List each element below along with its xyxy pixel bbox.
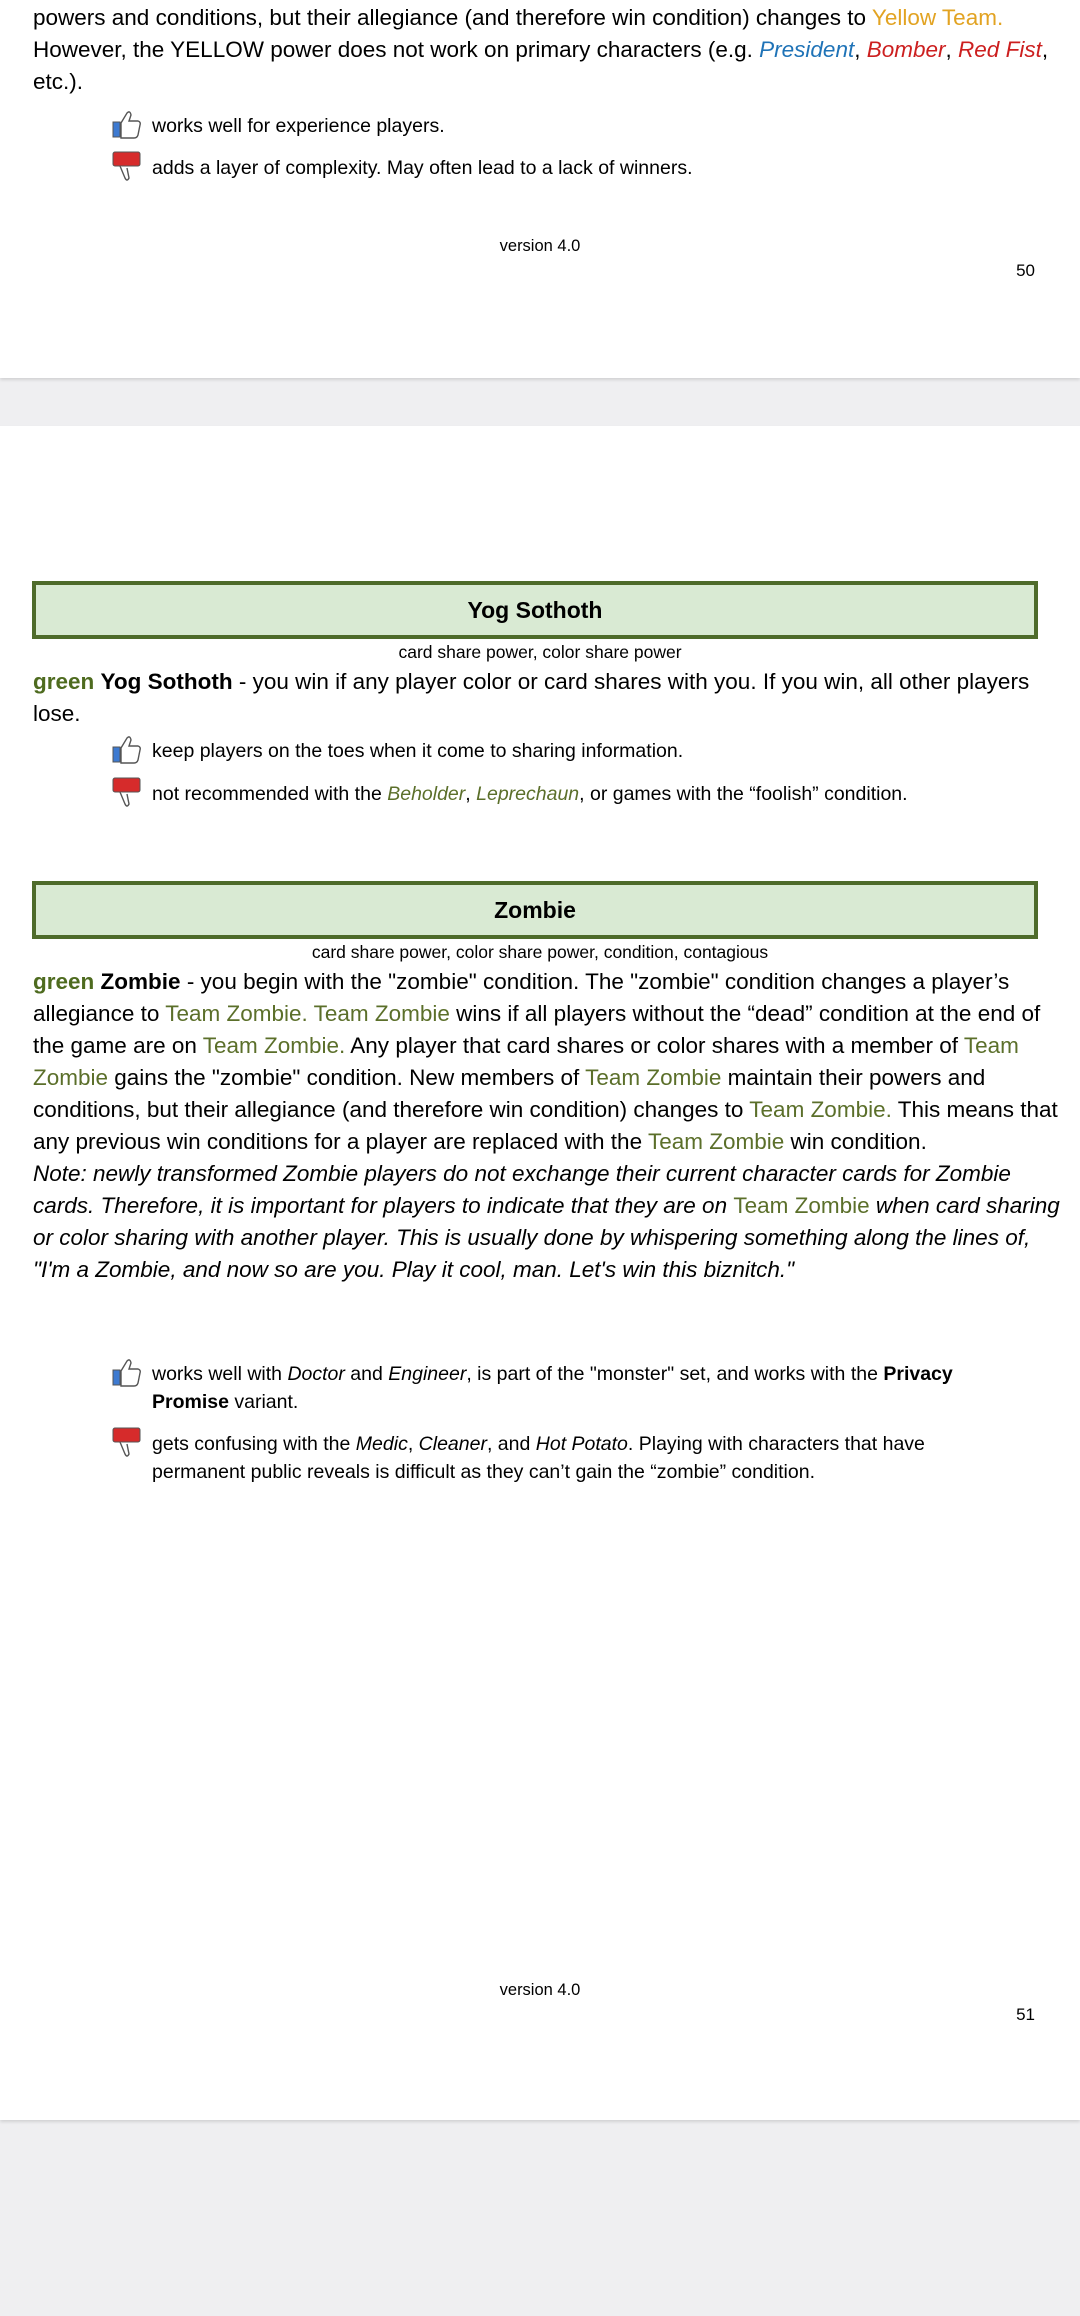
zombie-description: green Zombie - you begin with the "zombie" condition. The "zombie" condition changes a player’s allegiance to Team Zombie. Team Zombie wins if all players without the “dead” condition at the end of the game are on Team Zombie. Any player that card shares or color shares with a member of Team Zombie gains the "zombie" condition. New members of Team Zombie maintain their powers and conditions, but their allegiance (and therefore win condition) changes to Team Zombie. This means that any previous win conditions for a player are replaced with the Team Zombie win condition. Note: newly transformed Zombie players do not exchange their current character cards for Zombie cards. Therefore, it is important for players to indicate that they are on Team Zombie when card sharing or color sharing with another player. This is usually done by whispering something along the lines of, "I'm a Zombie, and now so are you. Play it cool, man. Let's win this biznitch." bbox=[33, 969, 1060, 1282]
team-zombie-text: Team Zombie bbox=[647, 1129, 785, 1154]
beholder-text: Beholder bbox=[387, 783, 466, 805]
intro-text: powers and conditions, but their allegiance (and therefore win condition) changes to bbox=[33, 5, 872, 30]
document-page-51 bbox=[0, 426, 1080, 2120]
engineer-text: Engineer bbox=[388, 1363, 467, 1385]
yog-sothoth-title: Yog Sothoth bbox=[467, 597, 603, 623]
con-text: not recommended with the Beholder, Leprechaun, or games with the “foolish” condition. bbox=[152, 783, 908, 805]
character-name: Yog Sothoth bbox=[100, 669, 233, 694]
team-zombie-text: Team Zombie. bbox=[165, 1001, 308, 1026]
medic-text: Medic bbox=[355, 1433, 408, 1455]
zombie-header bbox=[32, 881, 1038, 939]
yellow-team-text: Yellow Team. bbox=[871, 5, 1004, 30]
intro-text: However, the YELLOW power does not work on primary characters (e.g. bbox=[33, 37, 760, 62]
team-zombie-text: Team Zombie bbox=[585, 1065, 722, 1090]
color-word: green bbox=[33, 969, 95, 994]
thumbs-down-icon bbox=[110, 776, 144, 810]
con-text: gets confusing with the Medic, Cleaner, and Hot Potato. Playing with characters that have permanent public reveals is difficult as they can’t gain the “zombie” condition. bbox=[152, 1433, 925, 1483]
page-number: 50 bbox=[1016, 261, 1035, 280]
document-page-50 bbox=[0, 0, 1080, 378]
character-name: Zombie bbox=[100, 969, 181, 994]
yog-sothoth-tags: card share power, color share power bbox=[398, 642, 682, 662]
zombie-note: Note: newly transformed Zombie players do not exchange their current character cards for Zombie cards. Therefore, it is important for players to indicate that they are on bbox=[33, 1161, 1011, 1218]
team-zombie-text: Team Zombie. bbox=[749, 1097, 892, 1122]
zombie-tags: card share power, color share power, condition, contagious bbox=[311, 942, 769, 962]
thumbs-up-icon bbox=[110, 108, 144, 142]
pro-text: keep players on the toes when it come to sharing information. bbox=[152, 740, 684, 762]
yog-sothoth-description: green Yog Sothoth - you win if any player color or card shares with you. If you win, all other players lose. bbox=[33, 669, 1030, 726]
thumbs-down-icon bbox=[110, 1426, 144, 1460]
hot-potato-text: Hot Potato bbox=[535, 1433, 628, 1455]
yog-sothoth-header bbox=[32, 581, 1038, 639]
thumbs-down-icon bbox=[110, 150, 144, 184]
team-zombie-text: Team Zombie bbox=[733, 1193, 870, 1218]
pro-text: works well for experience players. bbox=[152, 115, 445, 137]
thumbs-up-icon bbox=[110, 733, 144, 767]
pro-text: works well with Doctor and Engineer, is part of the "monster" set, and works with the Privacy Promise variant. bbox=[152, 1363, 953, 1413]
bomber-text: Bomber bbox=[866, 37, 946, 62]
zombie-title: Zombie bbox=[494, 897, 576, 923]
yellow-intro-paragraph: powers and conditions, but their allegiance (and therefore win condition) changes to Yellow Team. However, the YELLOW power does not work on primary characters (e.g. President, Bomber, Red Fist, etc.). bbox=[33, 5, 1049, 94]
team-zombie-text: Team Zombie bbox=[313, 1001, 450, 1026]
team-zombie-text: Team Zombie. bbox=[202, 1033, 346, 1058]
team-zombie-text: Team Zombie bbox=[33, 1033, 1019, 1090]
version-label: version 4.0 bbox=[499, 237, 581, 255]
leprechaun-text: Leprechaun bbox=[476, 783, 580, 805]
con-text: adds a layer of complexity. May often lead to a lack of winners. bbox=[152, 157, 693, 179]
red-fist-text: Red Fist bbox=[958, 37, 1042, 62]
cleaner-text: Cleaner bbox=[418, 1433, 487, 1455]
zombie-note: when card sharing or color sharing with another player. This is usually done by whispering something along the lines of, "I'm a Zombie, and now so are you. Play it cool, man. Let's win this biznitch." bbox=[33, 1193, 1060, 1282]
president-text: President bbox=[759, 37, 855, 62]
doctor-text: Doctor bbox=[287, 1363, 345, 1385]
thumbs-up-icon bbox=[110, 1356, 144, 1390]
version-label: version 4.0 bbox=[499, 1981, 581, 1999]
color-word: green bbox=[33, 669, 95, 694]
page-number: 51 bbox=[1016, 2005, 1035, 2024]
privacy-promise-text: Privacy Promise bbox=[152, 1363, 953, 1413]
